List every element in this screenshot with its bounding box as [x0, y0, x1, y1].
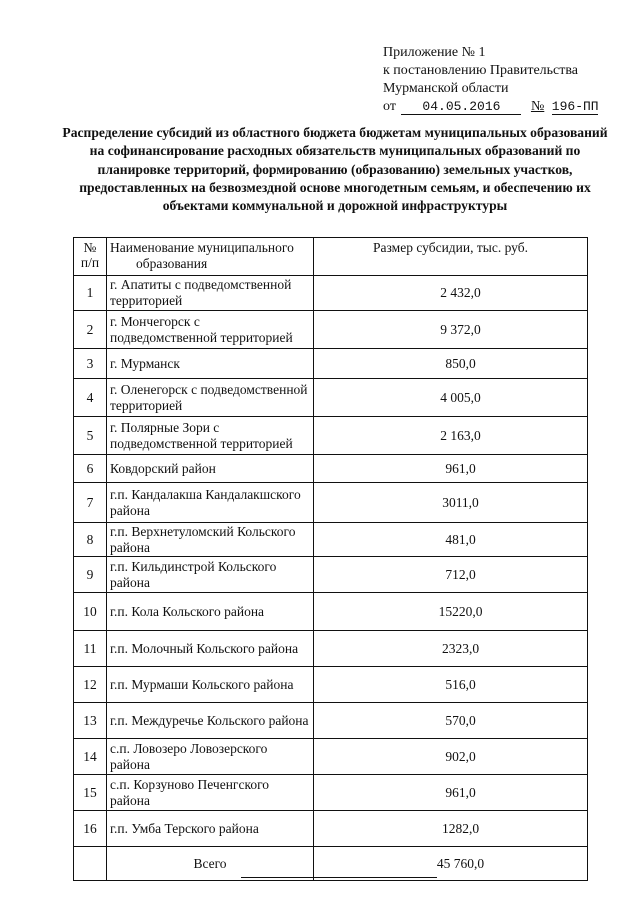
row-municipality-name: г. Апатиты с подведомственной территорией — [107, 276, 314, 311]
row-number: 4 — [74, 379, 107, 417]
row-amount: 902,0 — [445, 748, 476, 764]
row-municipality-name: г.п. Молочный Кольского района — [107, 631, 314, 667]
row-amount: 1282,0 — [441, 820, 480, 836]
decree-date: 04.05.2016 — [401, 100, 521, 115]
row-amount-cell — [314, 483, 588, 523]
row-number: 12 — [74, 667, 107, 703]
row-number: 9 — [74, 557, 107, 593]
total-amount: 45 760,0 — [436, 855, 485, 871]
row-number: 10 — [74, 593, 107, 631]
appendix-block — [383, 44, 598, 116]
decree-number: 196-ПП — [551, 99, 599, 114]
row-amount-cell — [314, 775, 588, 811]
row-municipality-name: с.п. Ловозеро Ловозерского района — [107, 739, 314, 775]
row-municipality-name: г.п. Кильдинстрой Кольского района — [107, 557, 314, 593]
row-municipality-name: г.п. Кандалакша Кандалакшского района — [107, 483, 314, 523]
row-amount: 712,0 — [445, 566, 476, 582]
total-amount-cell — [314, 847, 588, 881]
table-row — [74, 739, 588, 775]
row-municipality-name: г.п. Кола Кольского района — [107, 593, 314, 631]
row-number: 3 — [74, 349, 107, 379]
row-number: 15 — [74, 775, 107, 811]
header-number-line1: № — [83, 240, 97, 255]
row-amount-cell — [314, 593, 588, 631]
row-municipality-name: г. Мурманск — [107, 349, 314, 379]
row-amount-cell — [314, 739, 588, 775]
row-amount: 961,0 — [445, 460, 476, 476]
row-municipality-name: с.п. Корзуново Печенгского района — [107, 775, 314, 811]
row-municipality-name: Ковдорский район — [107, 455, 314, 483]
row-amount-cell — [314, 523, 588, 557]
appendix-line-3: Мурманской области — [383, 81, 509, 96]
table-row — [74, 417, 588, 455]
header-name — [107, 238, 314, 276]
row-amount-cell — [314, 631, 588, 667]
row-number: 5 — [74, 417, 107, 455]
number-label: № — [530, 99, 545, 114]
row-number: 8 — [74, 523, 107, 557]
row-amount: 570,0 — [445, 712, 476, 728]
row-amount: 2 163,0 — [440, 427, 481, 443]
row-amount-cell — [314, 455, 588, 483]
row-municipality-name: г. Полярные Зори с подведомственной территорией — [107, 417, 314, 455]
row-amount: 4 005,0 — [440, 389, 481, 405]
table-row — [74, 775, 588, 811]
row-amount-cell — [314, 811, 588, 847]
bottom-separator-line — [241, 877, 437, 878]
table-row — [74, 311, 588, 349]
header-amount: Размер субсидии, тыс. руб. — [314, 238, 588, 276]
table-row — [74, 667, 588, 703]
row-municipality-name: г. Оленегорск с подведомственной территорией — [107, 379, 314, 417]
row-number: 14 — [74, 739, 107, 775]
row-amount-cell — [314, 349, 588, 379]
table-row — [74, 349, 588, 379]
row-number: 16 — [74, 811, 107, 847]
row-amount: 15220,0 — [438, 603, 483, 619]
document-title: Распределение субсидий из областного бюджета бюджетам муниципальных образований на софинансирование расходных обязательств муниципальных образований по планировке территорий, формированию (образованию) земельных участков, предоставленных на безвозмездной основе многодетным семьям, и обеспечению их объектами коммунальной и дорожной инфраструктуры — [62, 125, 608, 214]
table-row — [74, 631, 588, 667]
table-row — [74, 593, 588, 631]
table-row — [74, 379, 588, 417]
table-row — [74, 703, 588, 739]
table-row — [74, 276, 588, 311]
total-empty-cell — [74, 847, 107, 881]
header-name-line2: образования — [136, 256, 208, 271]
row-amount: 2 432,0 — [440, 285, 481, 300]
table-row — [74, 557, 588, 593]
table-row — [74, 523, 588, 557]
from-label: от — [383, 99, 396, 114]
row-municipality-name: г.п. Верхнетуломский Кольского района — [107, 523, 314, 557]
total-label: Всего — [107, 847, 314, 881]
header-name-line1: Наименование муниципального — [110, 240, 294, 255]
row-number: 7 — [74, 483, 107, 523]
appendix-line-2: к постановлению Правительства — [383, 63, 579, 78]
row-amount: 481,0 — [445, 531, 476, 547]
row-number: 13 — [74, 703, 107, 739]
header-number-line2: п/п — [80, 255, 100, 270]
row-amount-cell — [314, 557, 588, 593]
row-amount-cell — [314, 379, 588, 417]
appendix-date-line — [383, 98, 598, 116]
table-row — [74, 483, 588, 523]
table-body — [74, 276, 588, 847]
row-amount: 961,0 — [445, 784, 476, 800]
row-amount: 9 372,0 — [440, 321, 481, 337]
row-amount-cell — [314, 311, 588, 349]
row-amount: 516,0 — [445, 676, 476, 692]
row-amount-cell — [314, 276, 588, 311]
total-row — [74, 847, 588, 881]
row-municipality-name: г. Мончегорск с подведомственной территорией — [107, 311, 314, 349]
table-row — [74, 811, 588, 847]
row-number: 1 — [74, 276, 107, 311]
header-number — [74, 238, 107, 276]
row-municipality-name: г.п. Междуречье Кольского района — [107, 703, 314, 739]
subsidy-table — [73, 237, 588, 881]
row-number: 6 — [74, 455, 107, 483]
row-amount-cell — [314, 417, 588, 455]
row-amount-cell — [314, 667, 588, 703]
row-number: 11 — [74, 631, 107, 667]
row-amount: 2323,0 — [441, 640, 480, 656]
row-municipality-name: г.п. Мурмаши Кольского района — [107, 667, 314, 703]
appendix-line-1: Приложение № 1 — [383, 45, 486, 60]
row-amount-cell — [314, 703, 588, 739]
row-amount: 3011,0 — [442, 494, 479, 510]
row-municipality-name: г.п. Умба Терского района — [107, 811, 314, 847]
row-amount: 850,0 — [445, 355, 476, 371]
table-header-row — [74, 238, 588, 276]
row-number: 2 — [74, 311, 107, 349]
table-row — [74, 455, 588, 483]
